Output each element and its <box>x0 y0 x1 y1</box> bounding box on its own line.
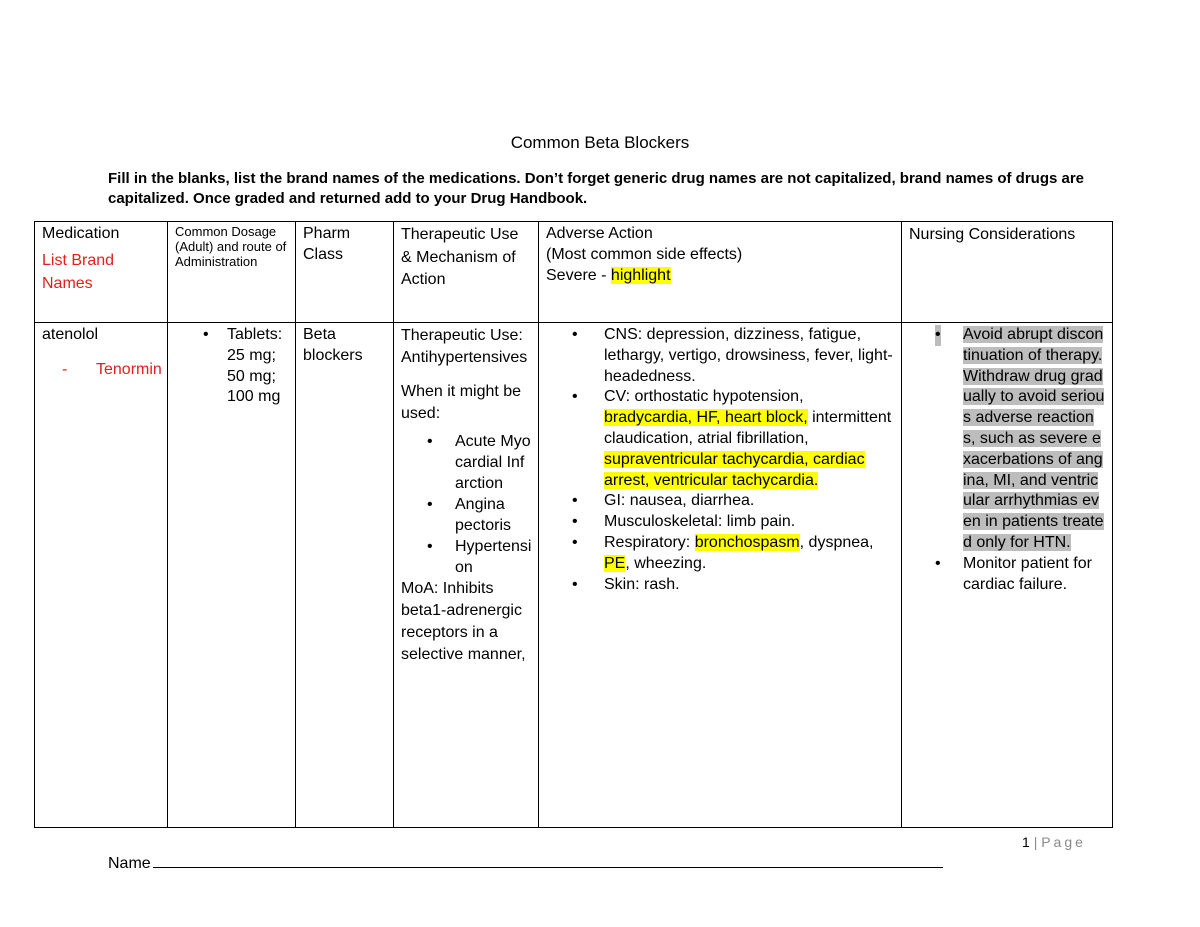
nursing-list <box>909 325 1106 595</box>
list-item: • Respiratory: bronchospasm, dyspnea, PE, wheezing. <box>572 533 874 572</box>
list-item: • CNS: depression, dizziness, fatigue, lethargy, vertigo, drowsiness, fever, light-headedness. <box>572 326 893 385</box>
header-therapeutic: Therapeutic Use & Mechanism of Action <box>394 222 539 323</box>
mechanism-of-action: MoA: Inhibits beta1-adrenergic receptors in a selective manner, <box>401 580 526 663</box>
bullet-icon: • <box>572 492 578 510</box>
name-underline[interactable] <box>153 853 943 868</box>
name-field[interactable]: Name <box>108 853 943 873</box>
bullet-icon: • <box>572 533 578 551</box>
cell-therapeutic: Therapeutic Use: Antihypertensives When it might be used: • Acute Myocardial Infarction • Angina pectoris • Hypertension MoA: Inhibits beta1-adrenergic receptors in a selective manner, <box>394 323 539 828</box>
header-pharm-class: Pharm Class <box>296 222 394 323</box>
header-dosage: Common Dosage (Adult) and route of Administration <box>168 222 296 323</box>
list-item: • Monitor patient for cardiac failure. <box>935 554 1092 593</box>
list-item: • Acute Myocardial Infarction <box>427 433 531 492</box>
bullet-icon: • <box>572 575 578 593</box>
bullet-icon: • <box>935 554 941 572</box>
document-title: Common Beta Blockers <box>510 133 690 152</box>
header-nursing: Nursing Considerations <box>902 222 1113 323</box>
list-item: - Tenormin <box>62 360 161 381</box>
list-item: • CV: orthostatic hypotension, bradycardia, HF, heart block, intermittent claudication, atrial fibrillation, supraventricular tachycardia, cardiac arrest, ventricular tachycardia. <box>572 388 892 489</box>
list-item: • GI: nausea, diarrhea. <box>572 491 895 512</box>
list-item: • Avoid abrupt discontinuation of therapy. Withdraw drug gradually to avoid serious adverse reactions, such as severe exacerbations of angina, MI, and ventricular arrhythmias even in patients treated only for HTN. <box>935 326 1105 551</box>
list-item: • Angina pectoris <box>427 496 512 534</box>
drug-table <box>34 221 1113 828</box>
header-medication: Medication List Brand Names <box>35 222 168 323</box>
cell-adverse <box>539 323 902 828</box>
cell-dosage <box>168 323 296 828</box>
brand-list <box>42 360 161 381</box>
table-row <box>35 323 1113 828</box>
highlight-sample: highlight <box>610 266 671 284</box>
cell-medication <box>35 323 168 828</box>
list-item: • Skin: rash. <box>572 575 895 596</box>
cell-nursing <box>902 323 1113 828</box>
bullet-icon: • <box>427 496 433 513</box>
bullet-icon: • <box>203 326 209 343</box>
adverse-list <box>546 325 895 595</box>
header-list-brand: List Brand Names <box>42 251 115 292</box>
dash-bullet-icon: - <box>62 360 68 378</box>
page-number: 1 | Page <box>1022 834 1086 850</box>
list-item: • Hypertension <box>427 538 532 576</box>
bullet-icon: • <box>427 433 433 450</box>
instructions: Fill in the blanks, list the brand names of the medications. Don’t forget generic drug names are not capitalized, brand names of drugs are capitalized. Once graded and returned add to your Drug Handbook. <box>108 170 1085 207</box>
list-item: • Tablets: 25 mg; 50 mg; 100 mg <box>203 326 283 406</box>
header-adverse: Adverse Action (Most common side effects) Severe - highlight <box>539 222 902 323</box>
list-item: • Musculoskeletal: limb pain. <box>572 512 895 533</box>
bullet-icon: • <box>572 326 578 343</box>
dosage-list <box>175 325 289 408</box>
generic-name: atenolol <box>42 326 99 343</box>
bullet-icon: • <box>572 513 578 531</box>
table-header-row <box>35 222 1113 323</box>
cell-pharm-class: Beta blockers <box>296 323 394 828</box>
bullet-icon: • <box>427 538 433 555</box>
bullet-icon: • <box>572 388 578 406</box>
bullet-icon: • <box>935 325 941 346</box>
uses-list <box>401 431 532 578</box>
